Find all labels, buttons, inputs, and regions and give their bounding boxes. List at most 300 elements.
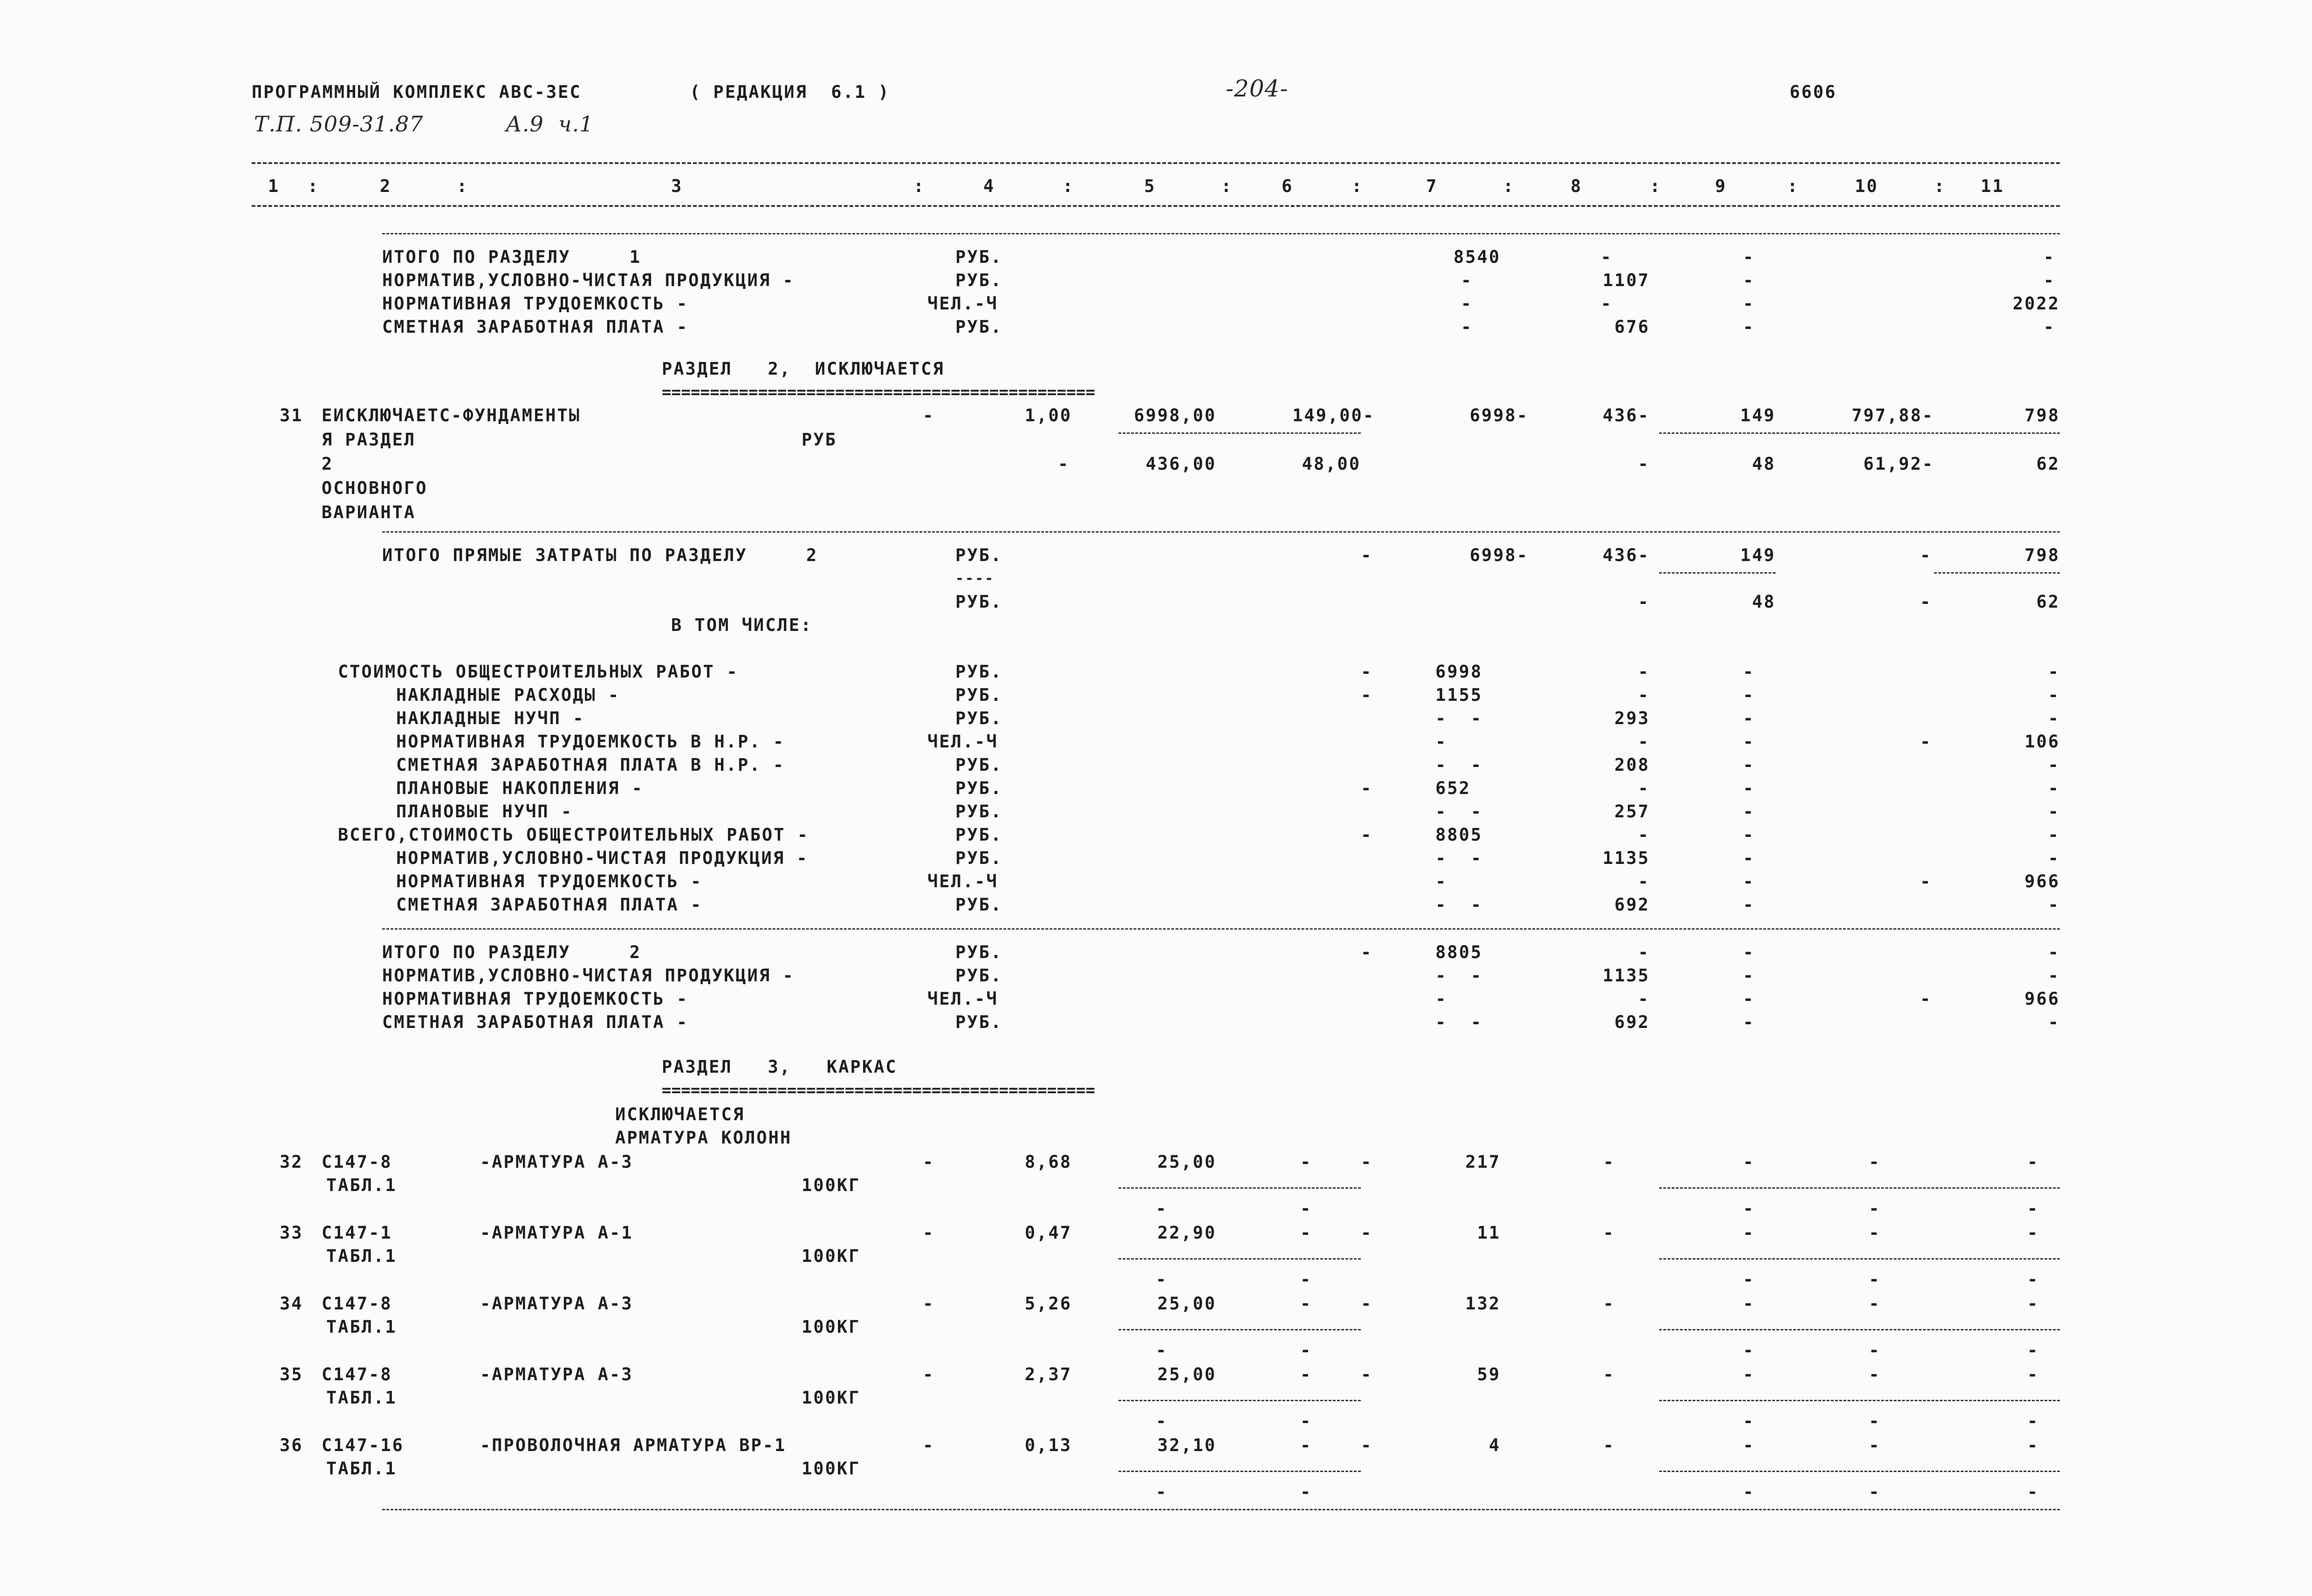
- breakdown-col9: -: [1743, 662, 1755, 682]
- item-col6: -: [1300, 1223, 1312, 1243]
- breakdown-col7: - -: [1435, 708, 1483, 728]
- row31-divider: [1118, 432, 1361, 434]
- breakdown-label: ПЛАНОВЫЕ НАКОПЛЕНИЯ -: [396, 778, 644, 798]
- row31-col5: 436,00: [1146, 454, 1216, 474]
- direct-col11: 62: [2036, 592, 2060, 612]
- edition-label: ( РЕДАКЦИЯ 6.1 ): [690, 82, 890, 102]
- breakdown-unit: ЧЕЛ.-Ч: [927, 732, 998, 752]
- column-header-8: 5: [1144, 176, 1156, 196]
- s1-col9: -: [1743, 294, 1755, 314]
- breakdown-label: ПЛАНОВЫЕ НУЧП -: [396, 801, 573, 822]
- breakdown-col7: -: [1435, 732, 1448, 752]
- breakdown-col10: -: [1920, 871, 1932, 891]
- item-code: С147-1: [322, 1223, 392, 1243]
- s1-unit: РУБ.: [955, 317, 1003, 337]
- direct-divider: [1659, 572, 1776, 574]
- s1-col11: -: [2043, 247, 2055, 267]
- item-price: 32,10: [1157, 1435, 1216, 1455]
- row31-code-line: ВАРИАНТА: [322, 502, 416, 522]
- column-header-16: 9: [1715, 176, 1727, 196]
- breakdown-col11: -: [2048, 662, 2060, 682]
- section2-total-unit: ЧЕЛ.-Ч: [927, 989, 998, 1009]
- breakdown-label: НОРМАТИВ,УСЛОВНО-ЧИСТАЯ ПРОДУКЦИЯ -: [396, 848, 809, 868]
- row31-code-line: 2: [322, 454, 334, 474]
- item-number: 34: [280, 1294, 303, 1314]
- item-table-ref: ТАБЛ.1: [326, 1317, 397, 1337]
- item-col4: -: [923, 1364, 935, 1384]
- breakdown-unit: РУБ.: [955, 895, 1003, 915]
- s1-col11: -: [2043, 317, 2055, 337]
- section2-total-unit: РУБ.: [955, 942, 1003, 962]
- item-quantity: 0,47: [1024, 1223, 1072, 1243]
- item-col6: -: [1300, 1152, 1312, 1172]
- breakdown-unit: РУБ.: [955, 801, 1003, 822]
- header-rule-top: [252, 162, 2060, 164]
- item-col10: -: [1869, 1294, 1881, 1314]
- direct-unit-dash: ----: [955, 570, 995, 587]
- item-sub-dash: -: [2027, 1411, 2039, 1431]
- column-header-6: 4: [983, 176, 995, 196]
- item-sub-dash: -: [1300, 1340, 1312, 1360]
- section2-total-col11: -: [2048, 942, 2060, 962]
- section3-underline: =============================================: [662, 1081, 1096, 1100]
- section2-total-col8: -: [1638, 989, 1650, 1009]
- item-cost: 11: [1477, 1223, 1501, 1243]
- breakdown-col7: 8805: [1435, 825, 1483, 845]
- item-sub-dash: -: [1869, 1411, 1881, 1431]
- item-price: 22,90: [1157, 1223, 1216, 1243]
- row31-qty: 1,00: [1024, 405, 1072, 425]
- breakdown-label: НАКЛАДНЫЕ РАСХОДЫ -: [396, 685, 620, 705]
- item-code: С147-8: [322, 1294, 392, 1314]
- row31-col8: 436-: [1602, 405, 1650, 425]
- s1-col11: -: [2043, 270, 2055, 290]
- column-header-15: :: [1650, 176, 1662, 196]
- breakdown-unit: РУБ.: [955, 755, 1003, 775]
- breakdown-col7: - -: [1435, 801, 1483, 822]
- row31-code-line: Я РАЗДЕЛ: [322, 430, 416, 450]
- program-title: ПРОГРАММНЫЙ КОМПЛЕКС АВС-3ЕС: [252, 82, 582, 102]
- item-sub-dash: -: [2027, 1199, 2039, 1219]
- s1-col9: -: [1743, 247, 1755, 267]
- breakdown-col11: 966: [2024, 871, 2060, 891]
- column-header-11: :: [1352, 176, 1364, 196]
- section2-total-col8: 1135: [1602, 966, 1650, 986]
- item-name: -АРМАТУРА А-1: [480, 1223, 633, 1243]
- breakdown-col8: 208: [1614, 755, 1650, 775]
- column-header-9: :: [1221, 176, 1233, 196]
- item-sub-dash: -: [1156, 1340, 1168, 1360]
- item-sub-dash: -: [1156, 1482, 1168, 1502]
- row31-col6: 149,00-: [1292, 405, 1375, 425]
- item-col8: -: [1603, 1435, 1615, 1455]
- item-sub-dash: -: [1300, 1482, 1312, 1502]
- item-col4: -: [923, 1223, 935, 1243]
- item-name: -АРМАТУРА А-3: [480, 1364, 633, 1384]
- item-col6: -: [1300, 1364, 1312, 1384]
- breakdown-col7: 652: [1435, 778, 1471, 798]
- breakdown-col11: -: [2048, 708, 2060, 728]
- breakdown-col11: -: [2048, 755, 2060, 775]
- item-divider: [1118, 1471, 1361, 1472]
- breakdown-col8: 293: [1614, 708, 1650, 728]
- item-col8: -: [1603, 1294, 1615, 1314]
- item-price: 25,00: [1157, 1294, 1216, 1314]
- item-unit: 100КГ: [802, 1175, 861, 1195]
- item-sub-dash: -: [1300, 1199, 1312, 1219]
- breakdown-col8: -: [1638, 778, 1650, 798]
- column-header-7: :: [1063, 176, 1075, 196]
- item-number: 36: [280, 1435, 303, 1455]
- breakdown-col6: -: [1361, 778, 1373, 798]
- item-cost: 217: [1465, 1152, 1501, 1172]
- column-header-18: 10: [1855, 176, 1879, 196]
- direct-col8: 436-: [1602, 545, 1650, 565]
- item-col10: -: [1869, 1152, 1881, 1172]
- item-divider: [1659, 1400, 2060, 1401]
- direct-col9: 149: [1740, 545, 1776, 565]
- breakdown-col11: -: [2048, 685, 2060, 705]
- breakdown-col8: -: [1638, 871, 1650, 891]
- breakdown-col11: 106: [2024, 732, 2060, 752]
- breakdown-col9: -: [1743, 801, 1755, 822]
- direct-rule: [382, 531, 2060, 533]
- item-cost: 4: [1489, 1435, 1501, 1455]
- section2-total-label: СМЕТНАЯ ЗАРАБОТНАЯ ПЛАТА -: [382, 1012, 689, 1032]
- breakdown-unit: РУБ.: [955, 778, 1003, 798]
- item-sub-dash: -: [1743, 1340, 1755, 1360]
- item-name: -АРМАТУРА А-3: [480, 1152, 633, 1172]
- item-code: С147-8: [322, 1152, 392, 1172]
- row31-col8: -: [1638, 454, 1650, 474]
- section2-total-col11: -: [2048, 966, 2060, 986]
- direct-unit: РУБ.: [955, 545, 1003, 565]
- item-table-ref: ТАБЛ.1: [326, 1175, 397, 1195]
- s1-wage-label: СМЕТНАЯ ЗАРАБОТНАЯ ПЛАТА -: [382, 317, 689, 337]
- item-col4: -: [923, 1294, 935, 1314]
- row31-code-line: ЕИСКЛЮЧАЕТС-ФУНДАМЕНТЫ: [322, 405, 581, 425]
- row31-col9: 149: [1740, 405, 1776, 425]
- item-divider: [1118, 1329, 1361, 1330]
- breakdown-col10: -: [1920, 732, 1932, 752]
- s1-unit: РУБ.: [955, 270, 1003, 290]
- breakdown-label: НОРМАТИВНАЯ ТРУДОЕМКОСТЬ -: [396, 871, 703, 891]
- direct-col11: 798: [2024, 545, 2060, 565]
- item-cost: 132: [1465, 1294, 1501, 1314]
- item-price: 25,00: [1157, 1364, 1216, 1384]
- item-col10: -: [1869, 1223, 1881, 1243]
- direct-col10: -: [1920, 592, 1932, 612]
- item-col11: -: [2027, 1435, 2039, 1455]
- column-header-2: 2: [380, 176, 392, 196]
- direct-divider: [1934, 572, 2060, 574]
- handwritten-album: А.9 ч.1: [506, 111, 594, 137]
- section2-total-col7: - -: [1435, 1012, 1483, 1032]
- breakdown-col11: -: [2048, 825, 2060, 845]
- direct-costs-label: ИТОГО ПРЯМЫЕ ЗАТРАТЫ ПО РАЗДЕЛУ 2: [382, 545, 818, 565]
- breakdown-unit: РУБ.: [955, 662, 1003, 682]
- row31-col4-dash: -: [923, 405, 935, 425]
- row31-col5-dash: -: [1058, 454, 1070, 474]
- row31-unit: РУБ: [802, 430, 837, 450]
- section2-title: РАЗДЕЛ 2, ИСКЛЮЧАЕТСЯ: [662, 359, 945, 379]
- item-col9: -: [1743, 1294, 1755, 1314]
- item-divider: [1659, 1258, 2060, 1260]
- item-quantity: 0,13: [1024, 1435, 1072, 1455]
- column-header-19: :: [1934, 176, 1946, 196]
- breakdown-col6: -: [1361, 685, 1373, 705]
- item-sub-dash: -: [1869, 1269, 1881, 1289]
- breakdown-label: НОРМАТИВНАЯ ТРУДОЕМКОСТЬ В Н.Р. -: [396, 732, 785, 752]
- item-col4: -: [923, 1435, 935, 1455]
- s1-labor-label: НОРМАТИВНАЯ ТРУДОЕМКОСТЬ -: [382, 294, 689, 314]
- item-quantity: 2,37: [1024, 1364, 1072, 1384]
- section3-note: ИСКЛЮЧАЕТСЯ: [615, 1104, 745, 1124]
- item-quantity: 8,68: [1024, 1152, 1072, 1172]
- item-table-ref: ТАБЛ.1: [326, 1459, 397, 1479]
- breakdown-col11: -: [2048, 895, 2060, 915]
- item-divider: [1659, 1329, 2060, 1330]
- item-sub-dash: -: [1869, 1199, 1881, 1219]
- direct-col8: -: [1638, 592, 1650, 612]
- section2-totals-rule: [382, 928, 2060, 930]
- including-label: В ТОМ ЧИСЛЕ:: [671, 615, 813, 635]
- breakdown-col9: -: [1743, 871, 1755, 891]
- item-sub-dash: -: [1743, 1482, 1755, 1502]
- item-name: -АРМАТУРА А-3: [480, 1294, 633, 1314]
- breakdown-unit: РУБ.: [955, 848, 1003, 868]
- section2-total-col9: -: [1743, 966, 1755, 986]
- item-sub-dash: -: [1869, 1340, 1881, 1360]
- direct-col9: 48: [1752, 592, 1776, 612]
- row31-col7: 6998-: [1469, 405, 1529, 425]
- breakdown-col8: -: [1638, 685, 1650, 705]
- item-col6b: -: [1361, 1152, 1373, 1172]
- s1-col11: 2022: [2012, 294, 2060, 314]
- item-divider: [1118, 1400, 1361, 1401]
- section2-total-label: НОРМАТИВ,УСЛОВНО-ЧИСТАЯ ПРОДУКЦИЯ -: [382, 966, 795, 986]
- page-number: -204-: [1226, 75, 1289, 102]
- breakdown-label: СМЕТНАЯ ЗАРАБОТНАЯ ПЛАТА В Н.Р. -: [396, 755, 785, 775]
- section2-total-col9: -: [1743, 942, 1755, 962]
- section3-title: РАЗДЕЛ 3, КАРКАС: [662, 1057, 898, 1077]
- row31-col11: 798: [2024, 405, 2060, 425]
- item-col9: -: [1743, 1152, 1755, 1172]
- row31-col10: 61,92-: [1863, 454, 1934, 474]
- bottom-rule: [382, 1509, 2060, 1510]
- breakdown-col8: -: [1638, 662, 1650, 682]
- breakdown-col7: - -: [1435, 755, 1483, 775]
- item-table-ref: ТАБЛ.1: [326, 1388, 397, 1408]
- breakdown-col9: -: [1743, 848, 1755, 868]
- breakdown-unit: РУБ.: [955, 825, 1003, 845]
- s1-col7: -: [1461, 294, 1473, 314]
- breakdown-col7: 1155: [1435, 685, 1483, 705]
- item-col10: -: [1869, 1435, 1881, 1455]
- breakdown-col8: 692: [1614, 895, 1650, 915]
- section2-total-col7: - -: [1435, 966, 1483, 986]
- s1-col7: -: [1461, 317, 1473, 337]
- item-col11: -: [2027, 1364, 2039, 1384]
- breakdown-unit: РУБ.: [955, 708, 1003, 728]
- s1-col9: -: [1743, 317, 1755, 337]
- item-quantity: 5,26: [1024, 1294, 1072, 1314]
- breakdown-label: ВСЕГО,СТОИМОСТЬ ОБЩЕСТРОИТЕЛЬНЫХ РАБОТ -: [338, 825, 810, 845]
- item-col6b: -: [1361, 1223, 1373, 1243]
- column-header-20: 11: [1981, 176, 2004, 196]
- item-col9: -: [1743, 1364, 1755, 1384]
- item-sub-dash: -: [1869, 1482, 1881, 1502]
- breakdown-col9: -: [1743, 708, 1755, 728]
- section2-total-col10: -: [1920, 989, 1932, 1009]
- breakdown-col6: -: [1361, 662, 1373, 682]
- breakdown-col9: -: [1743, 685, 1755, 705]
- column-header-17: :: [1787, 176, 1799, 196]
- item-divider: [1659, 1471, 2060, 1472]
- row31-col10: 797,88-: [1852, 405, 1934, 425]
- item-col11: -: [2027, 1152, 2039, 1172]
- section2-total-label: ИТОГО ПО РАЗДЕЛУ 2: [382, 942, 642, 962]
- breakdown-label: НАКЛАДНЫЕ НУЧП -: [396, 708, 585, 728]
- item-col6: -: [1300, 1435, 1312, 1455]
- item-sub-dash: -: [1156, 1199, 1168, 1219]
- item-name: -ПРОВОЛОЧНАЯ АРМАТУРА ВР-1: [480, 1435, 787, 1455]
- item-col11: -: [2027, 1294, 2039, 1314]
- item-col8: -: [1603, 1364, 1615, 1384]
- document-code: 6606: [1790, 82, 1837, 102]
- item-sub-dash: -: [1743, 1199, 1755, 1219]
- item-sub-dash: -: [2027, 1269, 2039, 1289]
- column-header-12: 7: [1426, 176, 1438, 196]
- row31-code-line: ОСНОВНОГО: [322, 478, 428, 498]
- item-code: С147-8: [322, 1364, 392, 1384]
- column-header-14: 8: [1571, 176, 1583, 196]
- item-number: 32: [280, 1152, 303, 1172]
- item-sub-dash: -: [2027, 1482, 2039, 1502]
- item-sub-dash: -: [1156, 1411, 1168, 1431]
- column-header-10: 6: [1282, 176, 1294, 196]
- item-unit: 100КГ: [802, 1317, 861, 1337]
- section2-total-col9: -: [1743, 989, 1755, 1009]
- direct-unit: РУБ.: [955, 592, 1003, 612]
- s1-col8: 1107: [1602, 270, 1650, 290]
- s1-unit: РУБ.: [955, 247, 1003, 267]
- s1-col8: -: [1600, 247, 1612, 267]
- item-col10: -: [1869, 1364, 1881, 1384]
- item-price: 25,00: [1157, 1152, 1216, 1172]
- breakdown-col7: - -: [1435, 895, 1483, 915]
- section2-total-col7: 8805: [1435, 942, 1483, 962]
- breakdown-col6: -: [1361, 825, 1373, 845]
- item-col8: -: [1603, 1223, 1615, 1243]
- item-col6: -: [1300, 1294, 1312, 1314]
- direct-col10: -: [1920, 545, 1932, 565]
- breakdown-col11: -: [2048, 848, 2060, 868]
- s1-col7: 8540: [1453, 247, 1501, 267]
- breakdown-col9: -: [1743, 755, 1755, 775]
- item-number: 33: [280, 1223, 303, 1243]
- breakdown-label: СТОИМОСТЬ ОБЩЕСТРОИТЕЛЬНЫХ РАБОТ -: [338, 662, 739, 682]
- section2-total-label: НОРМАТИВНАЯ ТРУДОЕМКОСТЬ -: [382, 989, 689, 1009]
- item-col6b: -: [1361, 1364, 1373, 1384]
- breakdown-col11: -: [2048, 778, 2060, 798]
- section2-total-col11: 966: [2024, 989, 2060, 1009]
- column-header-13: :: [1503, 176, 1515, 196]
- section1-rule: [382, 233, 2060, 234]
- section2-total-col7: -: [1435, 989, 1448, 1009]
- item-col6b: -: [1361, 1294, 1373, 1314]
- item-number: 35: [280, 1364, 303, 1384]
- item-divider: [1118, 1187, 1361, 1189]
- item-col4: -: [923, 1152, 935, 1172]
- row31-col5: 6998,00: [1134, 405, 1216, 425]
- breakdown-col8: 1135: [1602, 848, 1650, 868]
- section2-total-col8: 692: [1614, 1012, 1650, 1032]
- s1-col8: 676: [1614, 317, 1650, 337]
- breakdown-unit: РУБ.: [955, 685, 1003, 705]
- breakdown-col9: -: [1743, 895, 1755, 915]
- s1-unit: ЧЕЛ.-Ч: [927, 294, 998, 314]
- row-number: 31: [280, 405, 303, 425]
- column-header-3: :: [457, 176, 469, 196]
- breakdown-col9: -: [1743, 732, 1755, 752]
- breakdown-col8: -: [1638, 732, 1650, 752]
- item-code: С147-16: [322, 1435, 404, 1455]
- column-header-5: :: [913, 176, 926, 196]
- section2-total-col11: -: [2048, 1012, 2060, 1032]
- item-col9: -: [1743, 1223, 1755, 1243]
- item-col9: -: [1743, 1435, 1755, 1455]
- item-table-ref: ТАБЛ.1: [326, 1246, 397, 1266]
- breakdown-label: СМЕТНАЯ ЗАРАБОТНАЯ ПЛАТА -: [396, 895, 703, 915]
- s1-total-label: ИТОГО ПО РАЗДЕЛУ 1: [382, 247, 642, 267]
- row31-col11: 62: [2036, 454, 2060, 474]
- column-header-0: 1: [268, 176, 280, 196]
- s1-col7: -: [1461, 270, 1473, 290]
- breakdown-col9: -: [1743, 778, 1755, 798]
- breakdown-col7: -: [1435, 871, 1448, 891]
- breakdown-col9: -: [1743, 825, 1755, 845]
- item-divider: [1659, 1187, 2060, 1189]
- s1-col8: -: [1600, 294, 1612, 314]
- breakdown-col7: - -: [1435, 848, 1483, 868]
- breakdown-col8: -: [1638, 825, 1650, 845]
- section2-total-col6: -: [1361, 942, 1373, 962]
- row31-divider: [1659, 432, 2060, 434]
- section2-total-col9: -: [1743, 1012, 1755, 1032]
- item-unit: 100КГ: [802, 1388, 861, 1408]
- breakdown-col8: 257: [1614, 801, 1650, 822]
- item-sub-dash: -: [1743, 1269, 1755, 1289]
- item-unit: 100КГ: [802, 1459, 861, 1479]
- breakdown-unit: ЧЕЛ.-Ч: [927, 871, 998, 891]
- item-divider: [1118, 1258, 1361, 1260]
- item-sub-dash: -: [1300, 1411, 1312, 1431]
- direct-col7: 6998-: [1469, 545, 1529, 565]
- section2-total-col8: -: [1638, 942, 1650, 962]
- item-unit: 100КГ: [802, 1246, 861, 1266]
- item-sub-dash: -: [1300, 1269, 1312, 1289]
- s1-col9: -: [1743, 270, 1755, 290]
- section3-note: АРМАТУРА КОЛОНН: [615, 1128, 792, 1148]
- item-sub-dash: -: [1743, 1411, 1755, 1431]
- header-rule-bottom: [252, 205, 2060, 207]
- section2-underline: =============================================: [662, 383, 1096, 402]
- row31-col6: 48,00: [1302, 454, 1361, 474]
- item-col6b: -: [1361, 1435, 1373, 1455]
- section2-total-unit: РУБ.: [955, 1012, 1003, 1032]
- column-header-1: :: [308, 176, 320, 196]
